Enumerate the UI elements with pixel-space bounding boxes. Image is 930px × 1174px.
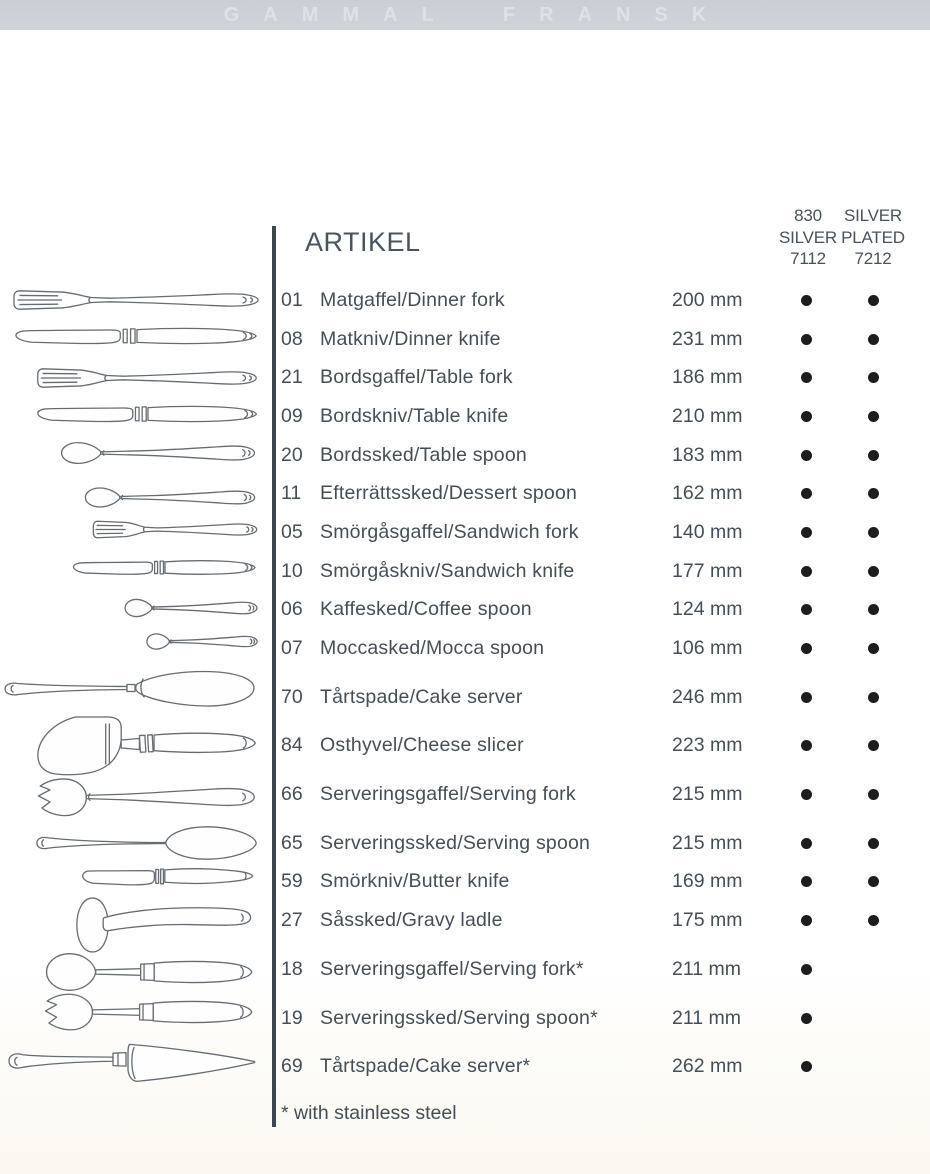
item-number: 05 (281, 520, 303, 543)
silver-830-dot (773, 915, 840, 926)
item-name: Smörgåsgaffel/Sandwich fork (320, 520, 579, 543)
silver-plated-dot (840, 876, 907, 887)
item-name: Tårtspade/Cake server (320, 685, 523, 708)
footnote: * with stainless steel (281, 1102, 457, 1124)
item-name: Serveringssked/Serving spoon (320, 831, 591, 854)
table-row (281, 474, 911, 513)
item-number: 09 (281, 404, 303, 427)
item-size: 183 mm (672, 443, 743, 466)
item-name: Efterrättssked/Dessert spoon (320, 482, 578, 505)
item-name: Bordssked/Table spoon (320, 443, 527, 466)
silver-plated-dot (840, 643, 907, 654)
silver-plated-dot (840, 740, 907, 751)
item-number: 11 (281, 482, 302, 505)
item-number: 10 (281, 559, 303, 582)
silver-plated-dot (840, 789, 907, 800)
item-size: 200 mm (672, 288, 743, 311)
silver-830-dot (773, 527, 840, 538)
table-row (281, 901, 911, 940)
item-size: 210 mm (672, 404, 743, 427)
item-number: 66 (281, 783, 303, 806)
item-name: Såssked/Gravy ladle (320, 909, 503, 932)
table-row (281, 950, 911, 989)
column-header-line: SILVER (778, 227, 837, 247)
sandwich-knife-illustration (73, 561, 255, 575)
table-row (281, 1047, 911, 1086)
item-name: Matgaffel/Dinner fork (320, 288, 505, 311)
item-name: Tårtspade/Cake server* (320, 1055, 531, 1078)
column-header-830-silver (771, 205, 845, 270)
serving-fork-illustration (38, 779, 254, 816)
silver-plated-dot (840, 604, 907, 615)
item-name: Smörkniv/Butter knife (320, 870, 510, 893)
item-number: 65 (281, 831, 303, 854)
item-size: 106 mm (672, 637, 743, 660)
item-number: 70 (281, 685, 303, 708)
item-number: 01 (281, 288, 303, 311)
item-size: 186 mm (672, 366, 743, 389)
table-row (281, 999, 911, 1038)
serving-spoon-illustration (37, 827, 256, 859)
silver-plated-dot (840, 372, 907, 383)
dinner-knife-illustration (16, 328, 256, 343)
cake-server-illustration (5, 672, 254, 707)
item-size: 169 mm (672, 870, 743, 893)
sandwich-fork-illustration (93, 521, 256, 538)
silver-830-dot (773, 692, 840, 703)
artikel-header: ARTIKEL (305, 227, 421, 257)
column-header-line: SILVER (843, 206, 902, 225)
table-knife-illustration (38, 406, 257, 421)
silver-830-dot (773, 334, 840, 345)
table-row (281, 775, 911, 814)
item-size: 262 mm (672, 1055, 743, 1078)
item-name: Serveringssked/Serving spoon* (320, 1006, 598, 1029)
cutlery-illustrations (0, 280, 270, 1110)
silver-plated-dot (840, 692, 907, 703)
item-size: 140 mm (672, 520, 743, 543)
silver-plated-dot (840, 488, 907, 499)
table-divider-line (272, 226, 276, 1127)
item-name: Moccasked/Mocca spoon (320, 637, 545, 660)
item-size: 215 mm (672, 783, 743, 806)
silver-830-dot (773, 740, 840, 751)
silver-830-dot (773, 789, 840, 800)
column-header-line: 7112 (790, 249, 826, 268)
silver-plated-dot (840, 295, 907, 306)
silver-830-dot (773, 1061, 840, 1072)
table-row (281, 358, 911, 397)
dinner-fork-illustration (14, 291, 258, 309)
table-row (281, 863, 911, 902)
gravy-ladle-illustration (77, 898, 251, 952)
item-size: 177 mm (672, 559, 743, 582)
item-number: 07 (281, 637, 303, 660)
item-size: 211 mm (672, 1006, 741, 1029)
item-name: Serveringsgaffel/Serving fork (320, 783, 576, 806)
silver-830-dot (773, 566, 840, 577)
silver-830-dot (773, 964, 840, 975)
item-name: Bordskniv/Table knife (320, 404, 509, 427)
silver-plated-dot (840, 334, 907, 345)
serving-spoon-steel-illustration (47, 954, 252, 991)
item-size: 223 mm (672, 734, 743, 757)
table-row (281, 513, 911, 552)
column-header-line: PLATED (841, 227, 905, 247)
serving-fork-steel-illustration (45, 994, 251, 1030)
table-row (281, 552, 911, 591)
table-row (281, 678, 911, 717)
item-number: 84 (281, 734, 303, 757)
table-fork-illustration (38, 369, 256, 387)
table-row (281, 727, 911, 766)
item-size: 246 mm (672, 685, 743, 708)
item-number: 21 (281, 366, 303, 389)
table-row (281, 629, 911, 668)
item-name: Smörgåskniv/Sandwich knife (320, 559, 575, 582)
item-number: 20 (281, 443, 303, 466)
silver-830-dot (773, 488, 840, 499)
item-name: Serveringsgaffel/Serving fork* (320, 957, 584, 980)
item-name: Bordsgaffel/Table fork (320, 366, 513, 389)
silver-830-dot (773, 876, 840, 887)
silver-830-dot (773, 838, 840, 849)
column-header-line: 830 (794, 206, 822, 225)
silver-830-dot (773, 604, 840, 615)
silver-830-dot (773, 295, 840, 306)
item-number: 08 (281, 327, 303, 350)
silver-830-dot (773, 411, 840, 422)
item-number: 69 (281, 1055, 303, 1078)
silver-830-dot (773, 643, 840, 654)
mocca-spoon-illustration (147, 634, 257, 649)
coffee-spoon-illustration (125, 599, 257, 616)
item-size: 211 mm (672, 957, 741, 980)
page-header-band (0, 0, 930, 30)
table-spoon-illustration (62, 443, 255, 464)
silver-plated-dot (840, 527, 907, 538)
item-number: 18 (281, 957, 303, 980)
table-row (281, 591, 911, 630)
item-number: 06 (281, 598, 303, 621)
silver-plated-dot (840, 838, 907, 849)
silver-830-dot (773, 450, 840, 461)
table-row (281, 824, 911, 863)
item-name: Matkniv/Dinner knife (320, 327, 501, 350)
item-number: 59 (281, 870, 303, 893)
column-header-silver-plated (838, 205, 908, 270)
silver-plated-dot (840, 566, 907, 577)
item-name: Kaffesked/Coffee spoon (320, 598, 532, 621)
silver-830-dot (773, 372, 840, 383)
collection-title: GAMMAL FRANSK (223, 4, 731, 26)
column-header-line: 7212 (854, 249, 892, 268)
item-size: 215 mm (672, 831, 743, 854)
item-size: 162 mm (672, 482, 743, 505)
item-name: Osthyvel/Cheese slicer (320, 734, 524, 757)
butter-knife-illustration (83, 869, 253, 885)
silver-plated-dot (840, 411, 907, 422)
item-size: 231 mm (672, 327, 743, 350)
table-row (281, 320, 911, 359)
item-number: 19 (281, 1006, 303, 1029)
table-row (281, 436, 911, 475)
dessert-spoon-illustration (85, 488, 254, 507)
cake-server-steel-illustration (9, 1044, 255, 1081)
silver-plated-dot (840, 915, 907, 926)
item-size: 124 mm (672, 598, 743, 621)
table-row (281, 397, 911, 436)
table-row (281, 281, 911, 320)
article-rows (281, 281, 911, 1086)
cheese-slicer-illustration (38, 717, 255, 775)
item-size: 175 mm (672, 909, 743, 932)
silver-plated-dot (840, 450, 907, 461)
item-number: 27 (281, 909, 303, 932)
silver-830-dot (773, 1013, 840, 1024)
